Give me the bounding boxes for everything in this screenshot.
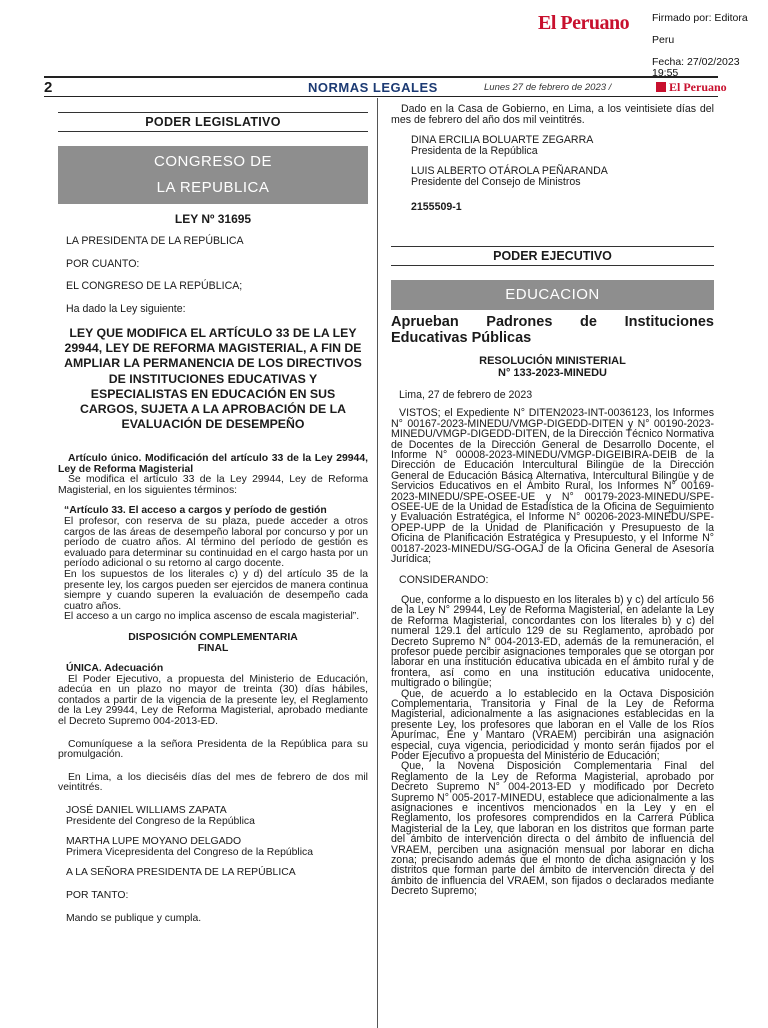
educacion-banner: EDUCACION xyxy=(391,280,714,310)
unica-text: El Poder Ejecutivo, a propuesta del Ministerio de Educación, adecúa en un plazo no mayor de treinta (30) días hábiles, contados a partir de la vigencia de la presente ley, el Reglamento de la Ley 29944, Ley de Reforma Magisterial, aprobado mediante el Decreto Supremo 004-2013-ED. xyxy=(58,673,368,728)
disposition-heading-2: FINAL xyxy=(197,642,229,654)
signatory-1-role: Presidente del Congreso de la República xyxy=(66,815,255,827)
resolution-body xyxy=(391,390,714,897)
resolution-header xyxy=(391,356,714,379)
article-33-block xyxy=(64,506,368,623)
signatory-3-role: Presidenta de la República xyxy=(411,144,538,157)
section-poder-ejecutivo: PODER EJECUTIVO xyxy=(391,246,714,266)
executive-decree-close xyxy=(391,104,714,212)
header-title: NORMAS LEGALES xyxy=(308,80,438,95)
el-peruano-signature-logo: El Peruano xyxy=(538,12,630,34)
lima-date: En Lima, a los dieciséis días del mes de febrero de dos mil veintitrés. xyxy=(58,771,368,794)
section-poder-legislativo: PODER LEGISLATIVO xyxy=(58,112,368,132)
preamble-4: Ha dado la Ley siguiente: xyxy=(66,302,186,315)
considerando-heading: CONSIDERANDO: xyxy=(399,573,489,586)
banner-line-2: LA REPUBLICA xyxy=(156,179,270,196)
unica-heading: ÚNICA. Adecuación xyxy=(66,663,164,675)
disposition-heading-1: DISPOSICIÓN COMPLEMENTARIA xyxy=(128,631,298,643)
signatory-3-name: DINA ERCILIA BOLUARTE ZEGARRA xyxy=(411,134,594,147)
preamble-1: LA PRESIDENTA DE LA REPÚBLICA xyxy=(66,235,244,247)
flag-icon xyxy=(656,82,666,92)
preamble-3: EL CONGRESO DE LA REPÚBLICA; xyxy=(66,280,243,293)
signatory-4-role: Presidente del Consejo de Ministros xyxy=(411,175,581,188)
header-date: Lunes 27 de febrero de 2023 / xyxy=(484,82,612,93)
header-top-rule xyxy=(44,76,718,78)
signature-signed-by: Firmado por: Editora xyxy=(652,12,748,24)
law-body xyxy=(58,454,368,924)
header-logo-text: El Peruano xyxy=(669,80,727,94)
column-divider xyxy=(377,98,378,1028)
article-33-p3: El acceso a un cargo no implica ascenso de escala magisterial”. xyxy=(64,611,360,623)
signature-country: Peru xyxy=(652,34,675,46)
page-number: 2 xyxy=(44,79,53,96)
signatory-2-name: MARTHA LUPE MOYANO DELGADO xyxy=(66,836,242,848)
considerando-1: Que, conforme a lo dispuesto en los literales b) y c) del artículo 56 de la Ley N° 29944, Ley de Reforma Magisterial, en adelante la Ley de Reforma Magisterial, concordantes con los literales b) y c) del numeral 129.1 del artículo 129 de su Reglamento, aprobado por Decreto Supremo N° 004-2013-ED, además de la remuneración, el profesor puede percibir asignaciones temporales que se otorgan por laborar en una institución educativa ubicada en el ámbito rural y de frontera, así como en una institución educativa unidocente, multigrado o bilingüe; xyxy=(391,593,714,690)
header-logo xyxy=(656,80,727,95)
to-president: A LA SEÑORA PRESIDENTA DE LA REPÚBLICA xyxy=(66,867,296,879)
article-33-heading: “Artículo 33. El acceso a cargos y período de gestión xyxy=(64,505,327,517)
law-preamble xyxy=(58,236,368,314)
por-tanto: POR TANTO: xyxy=(66,890,129,901)
article-intro: Se modifica el artículo 33 de la Ley 29944, Ley de Reforma Magisterial, en los siguientes términos: xyxy=(58,474,368,496)
resolution-type: RESOLUCIÓN MINISTERIAL xyxy=(479,355,626,367)
dado-en: Dado en la Casa de Gobierno, en Lima, a los veintisiete días del mes de febrero del año dos mil veintitrés. xyxy=(391,103,714,126)
resolution-title: Aprueban Padrones de Instituciones Educativas Públicas xyxy=(391,314,714,346)
congreso-banner xyxy=(58,146,368,204)
law-title: LEY QUE MODIFICA EL ARTÍCULO 33 DE LA LEY 29944, LEY DE REFORMA MAGISTERIAL, A FIN DE AMPLIAR LA PERMANENCIA DE LOS DIRECTIVOS DE INSTITUCIONES EDUCATIVAS Y ESPECIALISTAS EN EDUCACIÓN EN SUS CARGOS, SUJETA A LA APROBACIÓN DE LA EVALUACIÓN DE DESEMPEÑO xyxy=(64,326,362,432)
comuniquese: Comuníquese a la señora Presidenta de la República para su promulgación. xyxy=(58,738,368,761)
signature-date: Fecha: 27/02/2023 19:55 xyxy=(652,56,740,79)
signatory-2-role: Primera Vicepresidenta del Congreso de la República xyxy=(66,846,314,858)
mando-publique: Mando se publique y cumpla. xyxy=(66,912,202,924)
preamble-2: POR CUANTO: xyxy=(66,257,140,270)
law-number: LEY Nº 31695 xyxy=(174,212,252,226)
banner-line-1: CONGRESO DE xyxy=(153,153,272,170)
article-33-p2: En los supuestos de los literales c) y d) del artículo 35 de la presente ley, los cargos pueden ser ejercidos de manera continua siempre y cuando superen la evaluación de desempeño cada cuatro años. xyxy=(64,568,368,612)
article-heading: Artículo único. Modificación del artículo 33 de la Ley 29944, Ley de Reforma Magisterial xyxy=(58,453,368,475)
considerando-3: Que, la Novena Disposición Complementaria Final del Reglamento de la Ley de Reforma Magisterial, aprobado por Decreto Supremo N° 004-2013-ED y modificado por Decreto Supremo N° 005-2017-MINEDU, establece que adicionalmente a las asignaciones e incentivos mencionados en la Ley y en el Reglamento, los profesores comprendidos en la Carrera Pública Magisterial de la Ley, que laboran en los distritos que forman parte del ámbito de intervención directa o del ámbito de influencia del VRAEM, perciben una asignación mensual por laborar en dicha zona; precisando además que el monto de dicha asignación y los distritos que forman parte del ámbito de intervención directa y del ámbito de influencia del VRAEM, son fijados o declarados mediante Decreto Supremo; xyxy=(391,760,714,898)
resolution-date: Lima, 27 de febrero de 2023 xyxy=(399,389,533,401)
vistos-paragraph: VISTOS; el Expediente N° DITEN2023-INT-0036123, los Informes N° 00167-2023-MINEDU/VMGP-DIGEDD-DITEN y N° 00190-2023-MINEDU/VMGP-DIGEDD-DITEN, de la Dirección Técnico Normativa de Docentes de la Dirección General de Desarrollo Docente, el Informe N° 00008-2023-MINEDU/VMGP-DIGEIBIRA-DEIB de la Dirección de Educación Intercultural Bilingüe de la Dirección General de Educación Básica Alternativa, Intercultural Bilingüe y de Servicios Educativos en el Ámbito Rural, los Informes N° 00169-2023-MINEDU/SPE-OSEE-UE y N° 00179-2023-MINEDU/SPE-OSEE-UE de la Unidad de Estadística de la Oficina de Seguimiento y Evaluación Estratégica, el Informe N° 00206-2023-MINEDU/SPE-OPEP-UPP de la Unidad de Planificación y Presupuesto de la Oficina de Planificación Estratégica y Presupuesto, y el Informe N° 00187-2023-MINEDU/SG-OGAJ de la Oficina General de Asesoría Jurídica; xyxy=(391,407,714,566)
resolution-number: N° 133-2023-MINEDU xyxy=(498,366,607,379)
header-bottom-rule xyxy=(44,96,718,97)
signatory-1-name: JOSÉ DANIEL WILLIAMS ZAPATA xyxy=(66,805,227,817)
considerando-2: Que, de acuerdo a lo establecido en la Octava Disposición Complementaria, Transitoria y Final de la Ley de Reforma Magisterial, adicionalmente a las asignaciones establecidas en la presente Ley, los profesores que laboran en el Valle de los Ríos Apurímac, Ene y Mantaro (VRAEM) percibirán una asignación especial, cuya vigencia, periodicidad y monto serán fijados por el Poder Ejecutivo a propuesta del Ministerio de Educación; xyxy=(391,687,714,762)
publication-code: 2155509-1 xyxy=(411,200,462,213)
signatory-4-name: LUIS ALBERTO OTÁROLA PEÑARANDA xyxy=(411,165,608,178)
article-33-p1: El profesor, con reserva de su plaza, puede acceder a otros cargos de las áreas de desempeño laboral por concurso y por un período de cuatro años. Al término del período de gestión es evaluado para determinar su continuidad en el cargo hasta por un período adicional o su retorno al cargo docente. xyxy=(64,515,368,570)
